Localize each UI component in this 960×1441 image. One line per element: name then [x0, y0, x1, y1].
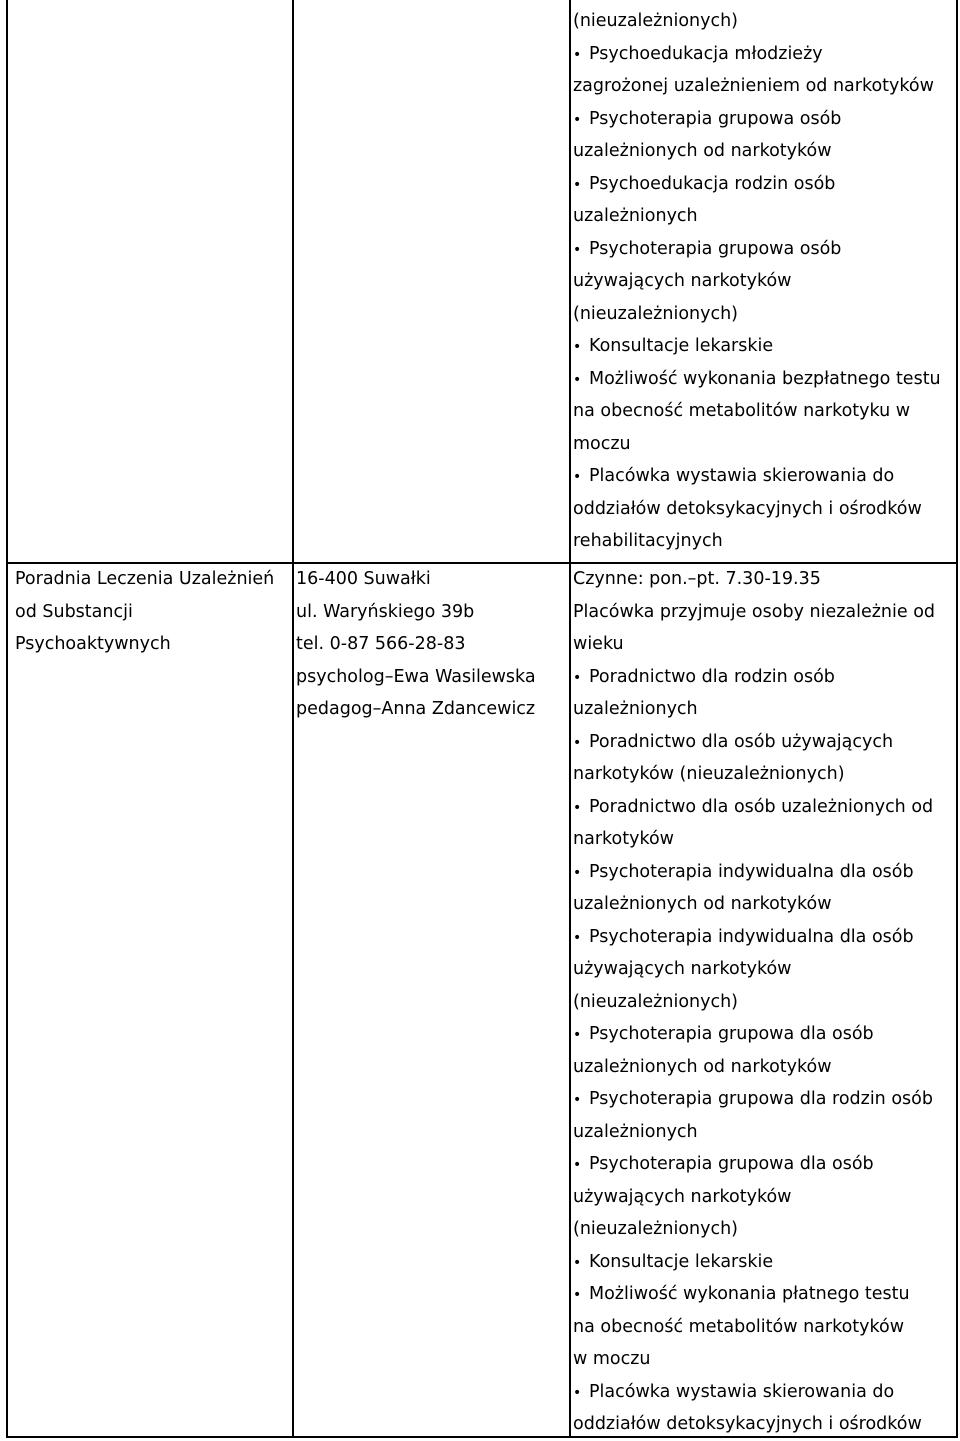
service-line	[573, 168, 941, 201]
service-text: Placówka wystawia skierowania do	[589, 1381, 895, 1402]
service-line	[573, 70, 941, 103]
service-line	[573, 921, 935, 954]
bullet-icon: •	[573, 1092, 582, 1108]
service-line	[573, 363, 941, 396]
service-text: zagrożonej uzależnieniem od narkotyków	[573, 76, 934, 96]
bullet-icon: •	[573, 1157, 582, 1173]
address-line: tel. 0-87 566-28-83	[296, 634, 466, 654]
staff-dash: –	[372, 699, 382, 719]
service-text: używających narkotyków	[573, 959, 792, 979]
service-line	[573, 395, 941, 428]
service-text: Psychoedukacja młodzieży	[589, 43, 823, 64]
facility-address-cell	[296, 563, 536, 726]
service-line	[573, 1311, 935, 1344]
service-line	[573, 135, 941, 168]
bullet-icon: •	[573, 669, 582, 686]
bullet-icon: •	[573, 46, 582, 63]
lower-services-cell	[573, 563, 935, 1441]
service-text: oddziałów detoksykacyjnych i ośrodków	[573, 498, 922, 519]
service-text: na obecność metabolitów narkotyków	[573, 1316, 905, 1337]
bullet-icon: •	[573, 469, 582, 485]
service-text: narkotyków (nieuzależnionych)	[573, 764, 845, 784]
service-line	[573, 525, 941, 558]
service-text: Psychoterapia grupowa dla osób	[589, 1024, 874, 1044]
service-line	[573, 1083, 935, 1116]
service-line	[573, 1213, 935, 1246]
service-line	[573, 693, 935, 726]
bullet-icon: •	[573, 339, 582, 355]
service-text: używających narkotyków	[573, 271, 792, 291]
bullet-icon: •	[573, 1027, 582, 1043]
service-text: uzależnionych	[573, 206, 698, 226]
service-text: uzależnionych od narkotyków	[573, 1056, 832, 1077]
service-line	[573, 628, 935, 661]
bullet-icon: •	[573, 241, 582, 258]
service-text: na obecność metabolitów narkotyku w	[573, 401, 911, 421]
staff-name: Ewa Wasilewska	[393, 666, 536, 687]
bullet-icon: •	[573, 929, 582, 946]
service-line	[573, 1408, 935, 1441]
bullet-icon: •	[573, 111, 582, 128]
service-text: Możliwość wykonania bezpłatnego testu	[589, 368, 941, 389]
service-text: moczu	[573, 433, 631, 454]
staff-name: Anna Zdancewicz	[381, 699, 536, 719]
service-text: uzależnionych	[573, 699, 698, 719]
service-line	[573, 1116, 935, 1149]
service-line	[573, 298, 941, 331]
service-line	[573, 1181, 935, 1214]
bullet-icon: •	[573, 1384, 582, 1401]
service-text: rehabilitacyjnych	[573, 531, 723, 551]
staff-pedagogue	[296, 693, 536, 726]
service-line	[573, 856, 935, 889]
bullet-icon: •	[573, 864, 582, 881]
service-text: Poradnictwo dla rodzin osób	[589, 666, 835, 687]
facility-name-line: Psychoaktywnych	[15, 634, 171, 654]
bullet-icon: •	[573, 734, 582, 751]
service-line	[573, 5, 941, 38]
service-text: Czynne: pon.–pt. 7.30-19.35	[573, 569, 821, 589]
service-line	[573, 1051, 935, 1084]
service-line	[573, 1376, 935, 1409]
service-line	[573, 1246, 935, 1279]
table-col-divider-2	[569, 0, 571, 1438]
bullet-icon: •	[573, 1254, 582, 1271]
staff-dash: –	[384, 666, 394, 687]
service-text: Poradnictwo dla osób uzależnionych od	[589, 796, 934, 817]
table-left-border	[6, 0, 8, 1438]
upper-services-cell	[573, 5, 941, 558]
service-text: Psychoedukacja rodzin osób	[589, 173, 836, 194]
service-text: w moczu	[573, 1349, 651, 1369]
service-text: używających narkotyków	[573, 1186, 792, 1207]
staff-psychologist	[296, 661, 536, 694]
service-text: uzależnionych od narkotyków	[573, 894, 832, 914]
table-right-border	[956, 0, 958, 1438]
service-line	[573, 1148, 935, 1181]
service-line	[573, 1018, 935, 1051]
service-text: (nieuzależnionych)	[573, 1219, 739, 1239]
service-line	[573, 1343, 935, 1376]
service-text: wieku	[573, 634, 624, 654]
service-text: uzależnionych	[573, 1121, 698, 1142]
bullet-icon: •	[573, 371, 582, 388]
service-text: Placówka wystawia skierowania do	[589, 466, 895, 486]
service-line	[573, 791, 935, 824]
service-text: Psychoterapia grupowa osób	[589, 238, 842, 259]
service-line	[573, 330, 941, 363]
service-line	[573, 823, 935, 856]
service-text: Możliwość wykonania płatnego testu	[589, 1284, 910, 1304]
bullet-icon: •	[573, 176, 582, 193]
bullet-icon: •	[573, 799, 582, 816]
service-text: narkotyków	[573, 829, 674, 849]
address-line: 16-400 Suwałki	[296, 569, 431, 589]
service-line	[573, 1278, 935, 1311]
service-line	[573, 38, 941, 71]
service-line	[573, 953, 935, 986]
service-line	[573, 265, 941, 298]
bullet-icon: •	[573, 1287, 582, 1303]
service-line	[573, 661, 935, 694]
service-text: Poradnictwo dla osób używających	[589, 731, 894, 752]
service-line	[573, 233, 941, 266]
service-line	[573, 103, 941, 136]
service-line	[573, 986, 935, 1019]
service-text: Konsultacje lekarskie	[589, 336, 774, 356]
service-text: Konsultacje lekarskie	[589, 1251, 774, 1272]
service-text: Psychoterapia indywidualna dla osób	[589, 926, 914, 947]
service-line	[573, 726, 935, 759]
service-text: Placówka przyjmuje osoby niezależnie od	[573, 601, 936, 622]
service-text: (nieuzależnionych)	[573, 991, 739, 1012]
service-line	[573, 596, 935, 629]
service-line	[573, 460, 941, 493]
table-col-divider-1	[292, 0, 294, 1438]
service-text: Psychoterapia grupowa dla osób	[589, 1154, 874, 1174]
facility-name-cell	[15, 563, 274, 661]
facility-name-line: od Substancji	[15, 601, 133, 622]
service-text: oddziałów detoksykacyjnych i ośrodków	[573, 1414, 922, 1434]
service-text: (nieuzależnionych)	[573, 11, 739, 31]
service-line	[573, 758, 935, 791]
service-line	[573, 563, 935, 596]
service-line	[573, 493, 941, 526]
service-text: (nieuzależnionych)	[573, 303, 739, 324]
service-text: uzależnionych od narkotyków	[573, 141, 832, 161]
service-line	[573, 200, 941, 233]
service-text: Psychoterapia grupowa dla rodzin osób	[589, 1089, 933, 1109]
staff-role: psycholog	[296, 666, 385, 687]
address-line: ul. Waryńskiego 39b	[296, 601, 475, 622]
service-text: Psychoterapia grupowa osób	[589, 108, 842, 129]
staff-role: pedagog	[296, 699, 373, 719]
service-line	[573, 428, 941, 461]
service-line	[573, 888, 935, 921]
service-text: Psychoterapia indywidualna dla osób	[589, 861, 914, 882]
facility-name-line: Poradnia Leczenia Uzależnień	[15, 569, 275, 589]
